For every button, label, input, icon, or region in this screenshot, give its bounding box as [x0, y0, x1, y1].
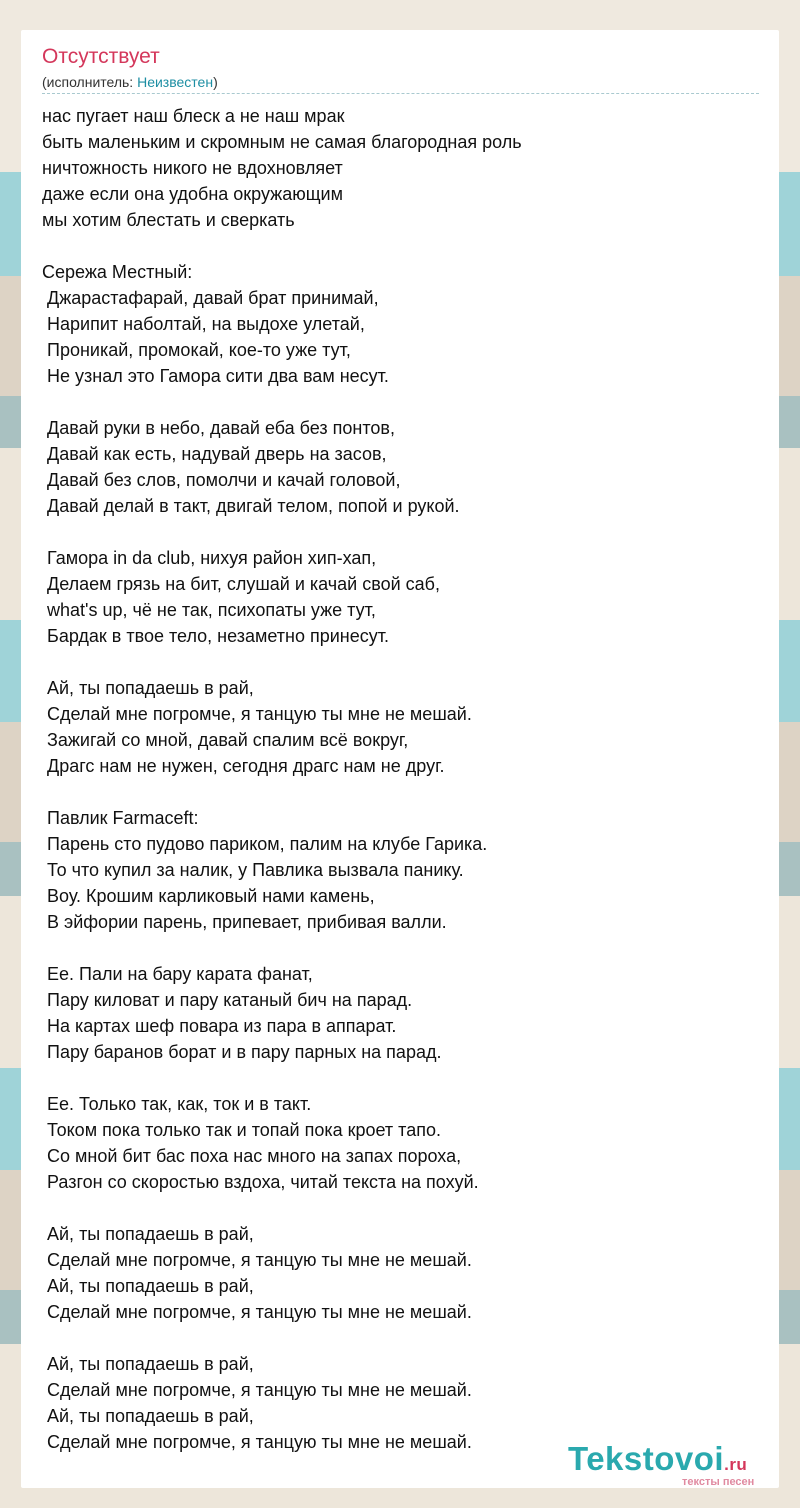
- site-logo: [568, 1439, 774, 1489]
- artist-prefix: (исполнитель:: [42, 74, 138, 90]
- title-divider: [42, 93, 759, 94]
- artist-line: [42, 73, 218, 91]
- logo-tagline: тексты песен: [682, 1476, 755, 1488]
- song-title: Отсутствует: [42, 45, 160, 68]
- logo-brand: Tekstovoi: [568, 1440, 725, 1477]
- logo-tld: .ru: [724, 1455, 748, 1474]
- artist-link[interactable]: Неизвестен: [137, 74, 214, 90]
- lyrics-text: нас пугает наш блеск а не наш мрак быть маленьким и скромным не самая благородная роль ничтожность никого не вдохновляет даже если она удобна окружающим мы хотим блестать и сверкать Сережа Местный: Джарастафарай, давай брат принимай, Нарипит наболтай, на выдохе улетай, Проникай, промокай, кое-то уже тут, Не узнал это Гамора сити два вам несут. Давай руки в небо, давай еба без понтов, Давай как есть, надувай дверь на засов, Давай без слов, помолчи и качай головой, Давай делай в такт, двигай телом, попой и рукой. Гамора in da club, нихуя район хип-хап, Делаем грязь на бит, слушай и качай свой саб, what's up, чё не так, психопаты уже тут, Бардак в твое тело, незаметно принесут. Ай, ты попадаешь в рай, Сделай мне погромче, я танцую ты мне не мешай. Зажигай со мной, давай спалим всё вокруг, Драгс нам не нужен, сегодня драгс нам не друг. Павлик Farmaceft: Парень сто пудово париком, палим на клубе Гарика. То что купил за налик, у Павлика вызвала панику. Воу. Крошим карликовый нами камень, В эйфории парень, припевает, прибивая валли. Ее. Пали на бару карата фанат, Пару киловат и пару катаный бич на парад. На картах шеф повара из пара в аппарат. Пару баранов борат и в пару парных на парад. Ее. Только так, как, ток и в такт. Током пока только так и топай пока кроет тапо. Со мной бит бас поха нас много на запах пороха, Разгон со скоростью вздоха, читай текста на похуй. Ай, ты попадаешь в рай, Сделай мне погромче, я танцую ты мне не мешай. Ай, ты попадаешь в рай, Сделай мне погромче, я танцую ты мне не мешай. Ай, ты попадаешь в рай, Сделай мне погромче, я танцую ты мне не мешай. Ай, ты попадаешь в рай, Сделай мне погромче, я танцую ты мне не мешай.: [42, 106, 522, 1452]
- artist-suffix: ): [213, 74, 218, 90]
- lyrics-card: [21, 30, 779, 1488]
